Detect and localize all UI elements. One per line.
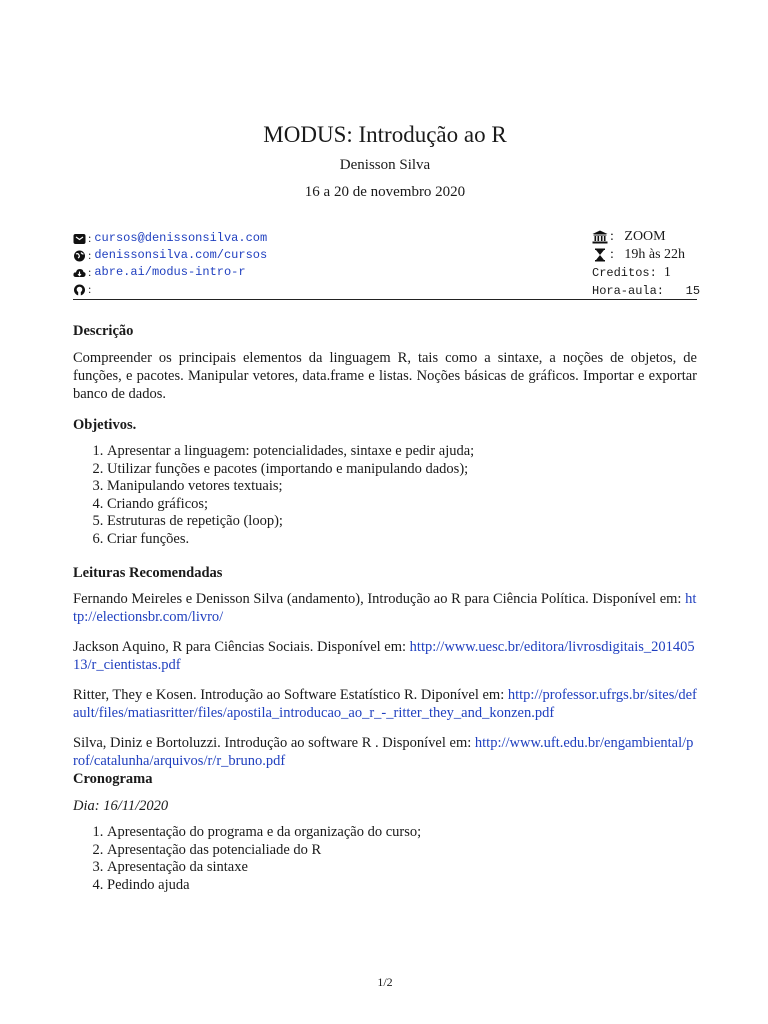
list-item: 3. Manipulando vetores textuais; (107, 478, 697, 496)
hours-row (592, 282, 702, 300)
leituras-heading: Leituras Recomendadas (73, 565, 223, 581)
cronograma-heading: Cronograma (73, 771, 153, 787)
list-item: 3. Apresentação da sintaxe (107, 859, 697, 877)
leituras-section (73, 564, 697, 782)
envelope-icon (73, 233, 86, 245)
descricao-text: Compreender os principais elementos da linguagem R, tais como a sintaxe, a noções de objetos, de funções, e pacotes. Manipular vetores, data.frame e listas. Noções básicas de gráficos. Importar e exportar banco de dados. (73, 350, 697, 402)
page-number: 1/2 (377, 975, 393, 989)
reference-item: Silva, Diniz e Bortoluzzi. Introdução ao software R . Disponível em: http://www.uft.edu.br/engambiental/prof/catalunha/arquivos/r/r_bruno.pdf (73, 735, 694, 769)
github-icon (73, 284, 86, 296)
email-link[interactable]: cursos@denissonsilva.com (94, 231, 268, 245)
contact-block (73, 230, 373, 298)
list-item: 1. Apresentar a linguagem: potencialidades, sintaxe e pedir ajuda; (107, 443, 697, 461)
descricao-heading: Descrição (73, 323, 134, 339)
cronograma-section (73, 770, 697, 894)
header-divider (73, 299, 697, 300)
reference-link[interactable]: http://www.uesc.br/editora/livrosdigitais_20140513/r_cientistas.pdf (73, 639, 695, 673)
contact-website-row: : denissonsilva.com/cursos (73, 247, 373, 264)
reference-item: Ritter, They e Kosen. Introdução ao Software Estatístico R. Diponível em: http://professor.ufrgs.br/sites/default/files/matiasritter/files/apostila_introducao_ao_r_-_ritter_they_and_konzen.pdf (73, 687, 697, 721)
credits-row (592, 264, 702, 282)
institution-icon (592, 230, 608, 244)
website-link[interactable]: denissonsilva.com/cursos (94, 248, 268, 262)
contact-email-row: : cursos@denissonsilva.com (73, 230, 373, 247)
cloud-download-icon (73, 267, 86, 279)
list-item: 1. Apresentação do programa e da organização do curso; (107, 824, 697, 842)
reference-item: Jackson Aquino, R para Ciências Sociais. Disponível em: http://www.uesc.br/editora/livrosdigitais_20140513/r_cientistas.pdf (73, 639, 695, 673)
time-value: 19h às 22h (624, 247, 686, 262)
cronograma-day: Dia: 16/11/2020 (73, 798, 169, 814)
list-item: 4. Criando gráficos; (107, 496, 697, 514)
cronograma-list (73, 824, 697, 894)
hourglass-icon (592, 248, 608, 262)
list-item: 4. Pedindo ajuda (107, 877, 697, 895)
contact-cloud-row: : abre.ai/modus-intro-r (73, 264, 373, 281)
venue-row: : ZOOM (592, 228, 702, 246)
document-date: 16 a 20 de novembro 2020 (304, 184, 466, 200)
descricao-section (73, 322, 697, 403)
contact-github-row: : (73, 281, 373, 298)
credits-value: 1 (663, 265, 671, 280)
list-item: 2. Apresentação das potencialiade do R (107, 842, 697, 860)
objetivos-section (73, 416, 697, 548)
list-item: 2. Utilizar funções e pacotes (importando e manipulando dados); (107, 461, 697, 479)
hours-label: Hora-aula: (592, 284, 665, 298)
document-author: Denisson Silva (339, 157, 431, 173)
objetivos-list (73, 443, 697, 548)
list-item: 5. Estruturas de repetição (loop); (107, 513, 697, 531)
globe-icon (73, 250, 86, 262)
reference-link[interactable]: http://electionsbr.com/livro/ (73, 591, 697, 625)
time-row: : 19h às 22h (592, 246, 702, 264)
document-page (73, 0, 701, 1024)
reference-link[interactable]: http://www.uft.edu.br/engambiental/prof/catalunha/arquivos/r/r_bruno.pdf (73, 735, 694, 769)
credits-label: Creditos: (592, 266, 657, 280)
course-info-block (592, 228, 702, 300)
reference-link[interactable]: http://professor.ufrgs.br/sites/default/files/matiasritter/files/apostila_introducao_ao_r_-_ritter_they_and_konzen.pdf (73, 687, 697, 721)
list-item: 6. Criar funções. (107, 531, 697, 549)
cloud-link[interactable]: abre.ai/modus-intro-r (94, 265, 246, 279)
hours-value: 15 (685, 284, 701, 298)
objetivos-heading: Objetivos. (73, 417, 137, 433)
reference-item: Fernando Meireles e Denisson Silva (andamento), Introdução ao R para Ciência Política. Disponível em: http://electionsbr.com/livro/ (73, 591, 697, 625)
document-title: MODUS: Introdução ao R (263, 122, 507, 147)
venue-value: ZOOM (624, 229, 666, 244)
